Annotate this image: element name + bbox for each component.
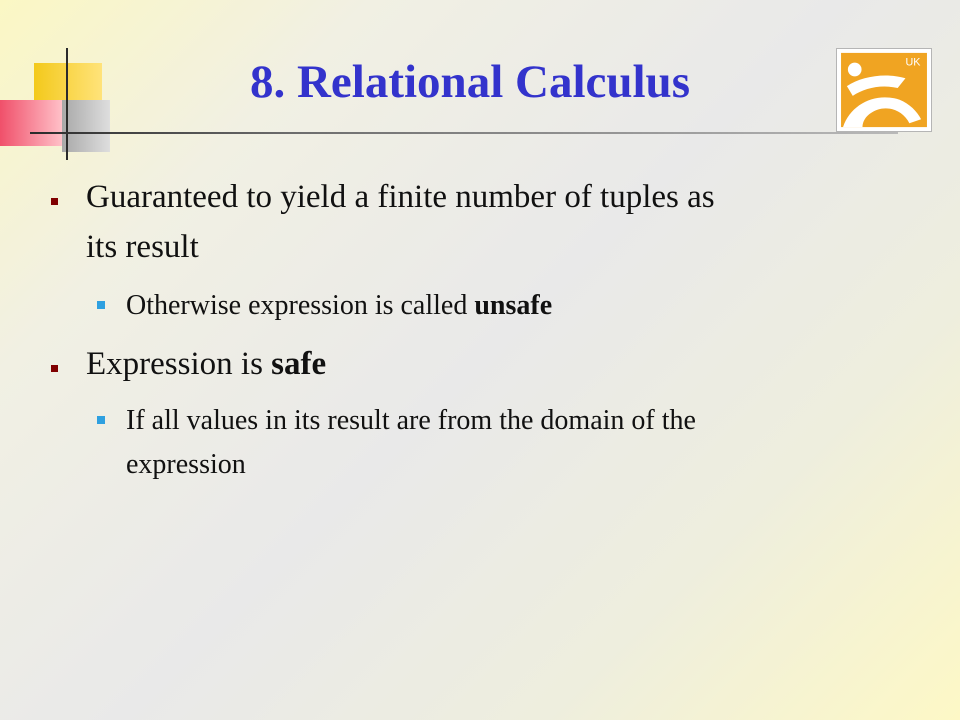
- sub-bullet-text-bold: unsafe: [474, 290, 553, 321]
- bullet-marker: [51, 365, 58, 372]
- bullet-text-line: Guaranteed to yield a finite number of tuples as: [86, 179, 715, 215]
- sub-bullet-text: [126, 287, 552, 324]
- university-logo: [836, 48, 932, 132]
- decorative-vertical-line: [66, 48, 68, 160]
- sub-bullet-text-regular: Otherwise expression is called: [126, 290, 475, 321]
- bullet-text-bold: safe: [271, 346, 327, 382]
- bullet-text-regular: Expression is: [86, 346, 272, 382]
- slide-title: 8. Relational Calculus: [249, 56, 690, 108]
- bullet-text: [86, 343, 326, 386]
- title-underline: [30, 132, 898, 134]
- logo-text: UK: [905, 56, 921, 69]
- logo-graphic: [837, 49, 931, 131]
- bullet-marker: [51, 198, 58, 205]
- sub-bullet-marker: [97, 301, 105, 309]
- decorative-red-square: [0, 100, 62, 146]
- sub-bullet-text-line: If all values in its result are from the domain of the: [126, 405, 696, 436]
- bullet-text-line: its result: [86, 229, 199, 265]
- sub-bullet-text-line: expression: [126, 449, 246, 480]
- sub-bullet-marker: [97, 416, 105, 424]
- decorative-gray-square: [62, 100, 110, 152]
